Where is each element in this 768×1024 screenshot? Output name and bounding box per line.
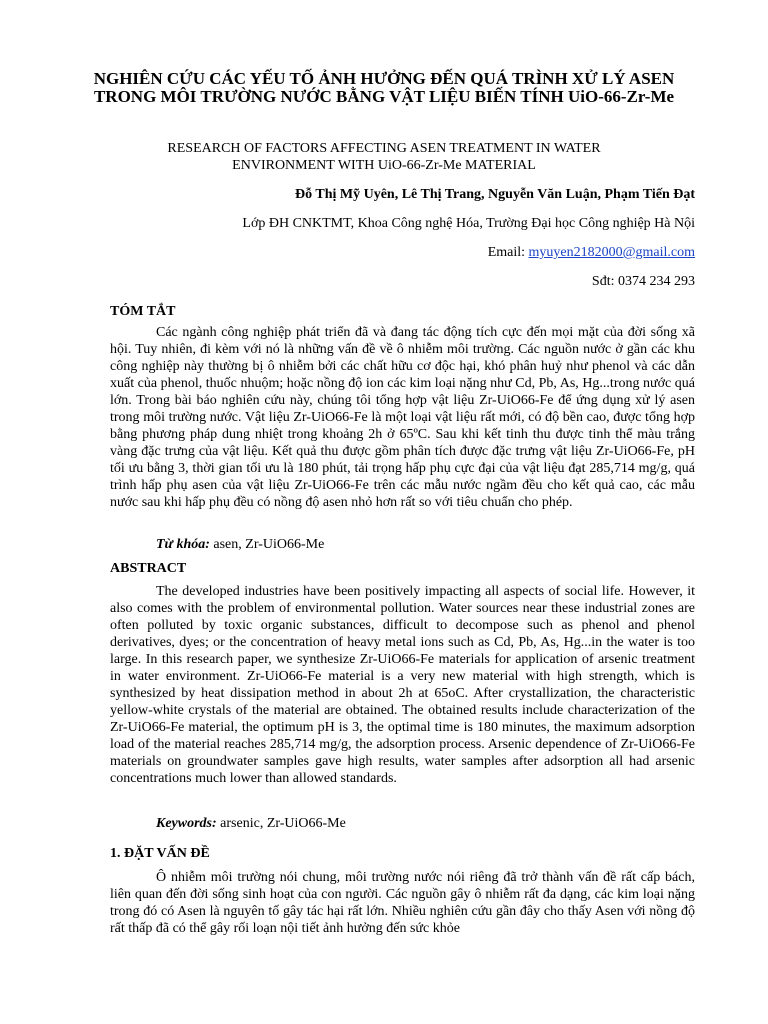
abstract-body: The developed industries have been positively impacting all aspects of social life. However, it also comes with the problem of environmental pollution. Water sources near these industrial zones are often polluted by toxic organic substances, difficult to decompose such as phenol and phenol derivatives, dyes; or the concentration of heavy metal ions such as Cd, Pb, As, Hg...in the water is too large. In this research paper, we synthesize Zr-UiO66-Fe materials for application of arsenic treatment in water environment. Zr-UiO66-Fe material is a very new material with high strength, which is synthesized by heat dissipation method in about 2h at 65oC. After crystallization, the characteristic yellow-white crystals of the material are obtained. The obtained results include characterization of the Zr-UiO66-Fe material, the optimum pH is 3, the optimal time is 180 minutes, the maximum adsorption load of the material reaches 285,714 mg/g, the adsorption process. Arsenic dependence of Zr-UiO66-Fe materials on groundwater samples gave high results, water samples after adsorption all had arsenic concentrations much lower than allowed standards. <box>110 584 695 786</box>
keywords-label-vi: Từ khóa: <box>156 537 210 552</box>
email-line <box>110 244 695 261</box>
summary-keywords <box>156 536 324 553</box>
keywords-value-en: arsenic, Zr-UiO66-Me <box>216 816 346 831</box>
affiliation: Lớp ĐH CNKTMT, Khoa Công nghệ Hóa, Trường Đại học Công nghiệp Hà Nội <box>242 216 695 231</box>
abstract-heading: ABSTRACT <box>110 561 187 576</box>
summary-body: Các ngành công nghiệp phát triển đã và đang tác động tích cực đến mọi mặt của đời sống xã hội. Tuy nhiên, đi kèm với nó là những vấn đề về ô nhiễm môi trường. Các nguồn nước ở gần các khu công nghiệp này thường bị ô nhiễm bởi các chất hữu cơ độc hại, khó phân huỷ như phenol và các dẫn xuất của phenol, thuốc nhuộm; hoặc nồng độ ion các kim loại nặng như Cd, Pb, As, Hg...trong nước quá lớn. Trong bài báo nghiên cứu này, chúng tôi tổng hợp vật liệu Zr-UiO66-Fe để ứng dụng xử lý asen trong môi trường nước. Vật liệu Zr-UiO66-Fe là một loại vật liệu rất mới, có độ bền cao, được tổng hợp bằng phương pháp dung nhiệt trong khoảng 2h ở 65ºC. Sau khi kết tinh thu được tinh thể màu trắng vàng đặc trưng của vật liệu. Kết quả thu được gồm phân tích được đặc trưng vật liệu Zr-UiO66-Fe, pH tối ưu bằng 3, thời gian tối ưu là 180 phút, tải trọng hấp phụ cực đại của vật liệu đạt 285,714 mg/g, quá trình hấp phụ asen của vật liệu Zr-UiO66-Fe trên các mẫu nước ngầm đều cho kết quả cao, các mẫu nước sau khi hấp phụ đều có nồng độ asen nhỏ hơn rất so với tiêu chuẩn cho phép. <box>110 325 695 510</box>
paper-title: NGHIÊN CỨU CÁC YẾU TỐ ẢNH HƯỞNG ĐẾN QUÁ TRÌNH XỬ LÝ ASEN TRONG MÔI TRƯỜNG NƯỚC BẰNG VẬT LIỆU BIẾN TÍNH UiO-66-Zr-Me <box>93 69 675 106</box>
keywords-label-en: Keywords: <box>156 816 217 831</box>
summary-heading: TÓM TẮT <box>110 304 176 319</box>
paper-subtitle-english: RESEARCH OF FACTORS AFFECTING ASEN TREATMENT IN WATER ENVIRONMENT WITH UiO-66-Zr-Me MATERIAL <box>167 141 601 173</box>
section-1-body: Ô nhiễm môi trường nói chung, môi trường nước nói riêng đã trở thành vấn đề rất cấp bách, liên quan đến đời sống sinh hoạt của con người. Các nguồn gây ô nhiễm rất đa dạng, các kim loại nặng trong đó có Asen là nguyên tố gây tác hại rất lớn. Nhiều nghiên cứu gần đây cho thấy Asen với nồng độ rất thấp đã có thể gây rối loạn nội tiết ảnh hưởng đến sức khỏe <box>110 870 695 936</box>
author-list: Đỗ Thị Mỹ Uyên, Lê Thị Trang, Nguyễn Văn Luận, Phạm Tiến Đạt <box>295 187 695 202</box>
summary-text <box>110 324 695 511</box>
abstract-keywords <box>156 815 346 832</box>
section-1-text <box>110 869 695 937</box>
keywords-value-vi: asen, Zr-UiO66-Me <box>209 537 325 552</box>
phone-line: Sđt: 0374 234 293 <box>591 274 695 289</box>
email-label: Email: <box>487 245 529 260</box>
email-link[interactable]: myuyen2182000@gmail.com <box>528 245 695 260</box>
abstract-text <box>110 583 695 787</box>
section-1-heading: 1. ĐẶT VẤN ĐỀ <box>110 846 210 861</box>
